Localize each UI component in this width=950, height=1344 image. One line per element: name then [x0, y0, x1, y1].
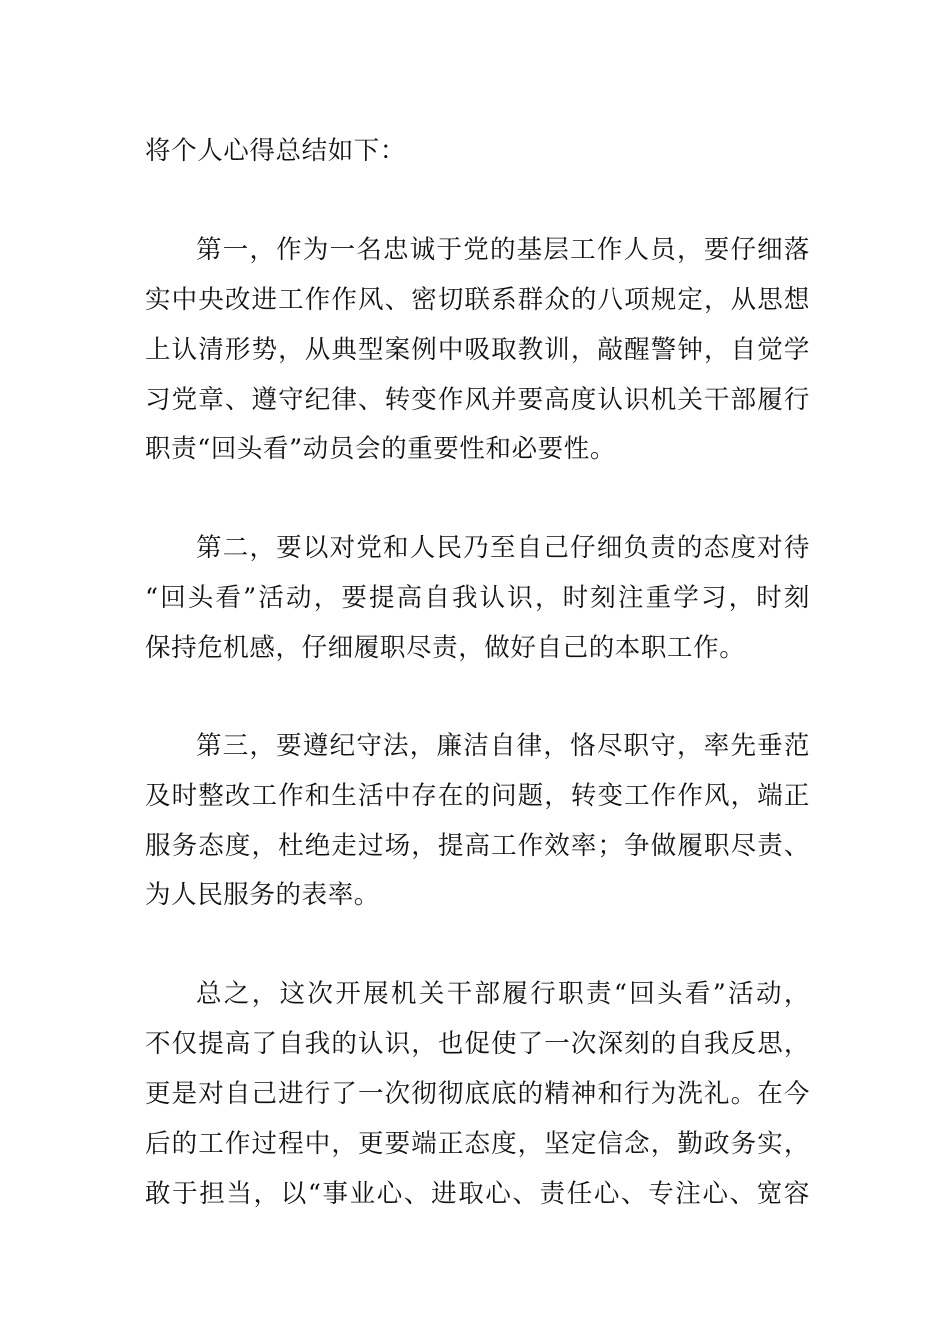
point-three-line-4: 为人民服务的表率。	[145, 880, 380, 910]
intro-line: 将个人心得总结如下：	[145, 136, 407, 166]
point-two-line-2: “回头看”活动，要提高自我认识，时刻注重学习，时刻	[145, 583, 810, 613]
point-two-line-3: 保持危机感，仔细履职尽责，做好自己的本职工作。	[145, 633, 746, 663]
point-three-line-1: 第三，要遵纪守法，廉洁自律，恪尽职守，率先垂范	[196, 731, 810, 761]
point-two-line-1: 第二，要以对党和人民乃至自己仔细负责的态度对待	[196, 533, 810, 563]
point-three-line-2: 及时整改工作和生活中存在的问题，转变工作作风，端正	[145, 781, 810, 811]
conclusion-line-4: 后的工作过程中，更要端正态度，坚定信念，勤政务实，	[145, 1129, 810, 1159]
point-one-line-3: 上认清形势，从典型案例中吸取教训，敲醒警钟，自觉学	[145, 335, 810, 365]
conclusion-line-5: 敢于担当，以“事业心、进取心、责任心、专注心、宽容	[145, 1179, 810, 1209]
point-one-line-1: 第一，作为一名忠诚于党的基层工作人员，要仔细落	[196, 235, 810, 265]
point-one-line-2: 实中央改进工作作风、密切联系群众的八项规定，从思想	[145, 285, 810, 315]
conclusion-line-3: 更是对自己进行了一次彻彻底底的精神和行为洗礼。在今	[145, 1079, 810, 1109]
conclusion-line-2: 不仅提高了自我的认识，也促使了一次深刻的自我反思，	[145, 1029, 810, 1059]
point-three-line-3: 服务态度，杜绝走过场，提高工作效率；争做履职尽责、	[145, 831, 810, 861]
point-one-line-5: 职责“回头看”动员会的重要性和必要性。	[145, 434, 616, 464]
point-one-line-4: 习党章、遵守纪律、转变作风并要高度认识机关干部履行	[145, 385, 810, 415]
conclusion-line-1: 总之，这次开展机关干部履行职责“回头看”活动，	[196, 979, 810, 1009]
